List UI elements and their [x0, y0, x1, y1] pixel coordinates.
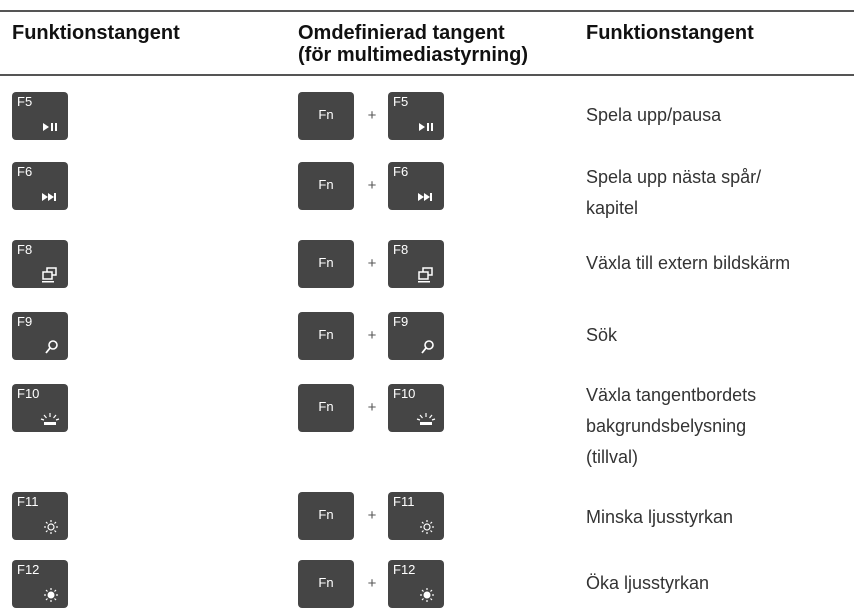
description-line: (tillval) — [586, 447, 638, 467]
description-line: Minska ljusstyrkan — [586, 507, 734, 527]
function-description — [586, 380, 846, 473]
table-row — [0, 88, 854, 148]
description-line: Sök — [586, 325, 618, 345]
function-description — [586, 568, 846, 599]
f5-key — [388, 92, 444, 140]
f10-key — [12, 384, 68, 432]
fn-key — [298, 384, 354, 432]
external-display-icon — [415, 267, 437, 283]
header-function-key: Funktionstangent — [12, 22, 180, 44]
plus-sign: + — [367, 177, 377, 194]
table-row — [0, 310, 854, 370]
key-label: F11 — [393, 494, 415, 509]
key-label: F6 — [17, 164, 33, 179]
external-display-icon — [39, 267, 61, 283]
description-line: Spela upp/pausa — [586, 105, 722, 125]
fn-key-label: Fn — [318, 327, 334, 342]
f11-key — [12, 492, 68, 540]
header-function-description: Funktionstangent — [586, 22, 754, 44]
f11-key — [388, 492, 444, 540]
function-description — [586, 100, 846, 131]
f9-key — [12, 312, 68, 360]
f12-key — [388, 560, 444, 608]
key-label: F5 — [393, 94, 409, 109]
table-row — [0, 380, 854, 480]
description-line: Spela upp nästa spår/ — [586, 167, 762, 187]
fn-key — [298, 560, 354, 608]
fn-key — [298, 312, 354, 360]
keyboard-backlight-icon — [39, 411, 61, 427]
fn-key — [298, 92, 354, 140]
fn-key-label: Fn — [318, 107, 334, 122]
key-label: F11 — [17, 494, 39, 509]
next-track-icon — [39, 189, 61, 205]
fn-key-label: Fn — [318, 399, 334, 414]
f9-key — [388, 312, 444, 360]
table-row — [0, 558, 854, 609]
table-row — [0, 490, 854, 550]
plus-sign: + — [367, 507, 377, 524]
next-track-icon — [415, 189, 437, 205]
search-icon — [415, 339, 437, 355]
table-header — [0, 0, 854, 76]
key-label: F12 — [393, 562, 416, 577]
play-pause-icon — [39, 119, 61, 135]
key-label: F12 — [17, 562, 40, 577]
header-top-rule — [0, 10, 854, 12]
header-redefined-key — [298, 22, 588, 66]
function-description — [586, 162, 846, 224]
description-line: bakgrundsbelysning — [586, 416, 747, 436]
key-label: F8 — [393, 242, 409, 257]
fn-key-label: Fn — [318, 575, 334, 590]
fn-key-label: Fn — [318, 255, 334, 270]
function-description — [586, 248, 846, 279]
plus-sign: + — [367, 399, 377, 416]
f8-key — [388, 240, 444, 288]
fn-key-label: Fn — [318, 177, 334, 192]
fn-key — [298, 162, 354, 210]
table-row — [0, 238, 854, 298]
key-label: F9 — [393, 314, 409, 329]
f6-key — [12, 162, 68, 210]
description-line: Öka ljusstyrkan — [586, 573, 710, 593]
brightness-up-icon — [415, 587, 437, 603]
keyboard-backlight-icon — [415, 411, 437, 427]
brightness-down-icon — [39, 519, 61, 535]
key-label: F10 — [17, 386, 40, 401]
key-label: F6 — [393, 164, 409, 179]
key-label: F8 — [17, 242, 33, 257]
plus-sign: + — [367, 107, 377, 124]
f6-key — [388, 162, 444, 210]
key-label: F9 — [17, 314, 33, 329]
key-label: F5 — [17, 94, 33, 109]
fn-key-label: Fn — [318, 507, 334, 522]
f8-key — [12, 240, 68, 288]
brightness-down-icon — [415, 519, 437, 535]
fn-key — [298, 492, 354, 540]
brightness-up-icon — [39, 587, 61, 603]
plus-sign: + — [367, 575, 377, 592]
fn-key — [298, 240, 354, 288]
function-description — [586, 502, 846, 533]
plus-sign: + — [367, 255, 377, 272]
header-redefined-key-line1: Omdefinierad tangent — [298, 22, 505, 44]
f10-key — [388, 384, 444, 432]
table-row — [0, 158, 854, 228]
description-line: Växla till extern bildskärm — [586, 253, 791, 273]
f5-key — [12, 92, 68, 140]
search-icon — [39, 339, 61, 355]
play-pause-icon — [415, 119, 437, 135]
header-redefined-key-line2: (för multimediastyrning) — [298, 44, 529, 66]
f12-key — [12, 560, 68, 608]
key-label: F10 — [393, 386, 416, 401]
description-line: kapitel — [586, 198, 639, 218]
function-description — [586, 320, 846, 351]
description-line: Växla tangentbordets — [586, 385, 757, 405]
plus-sign: + — [367, 327, 377, 344]
header-bottom-rule — [0, 74, 854, 76]
